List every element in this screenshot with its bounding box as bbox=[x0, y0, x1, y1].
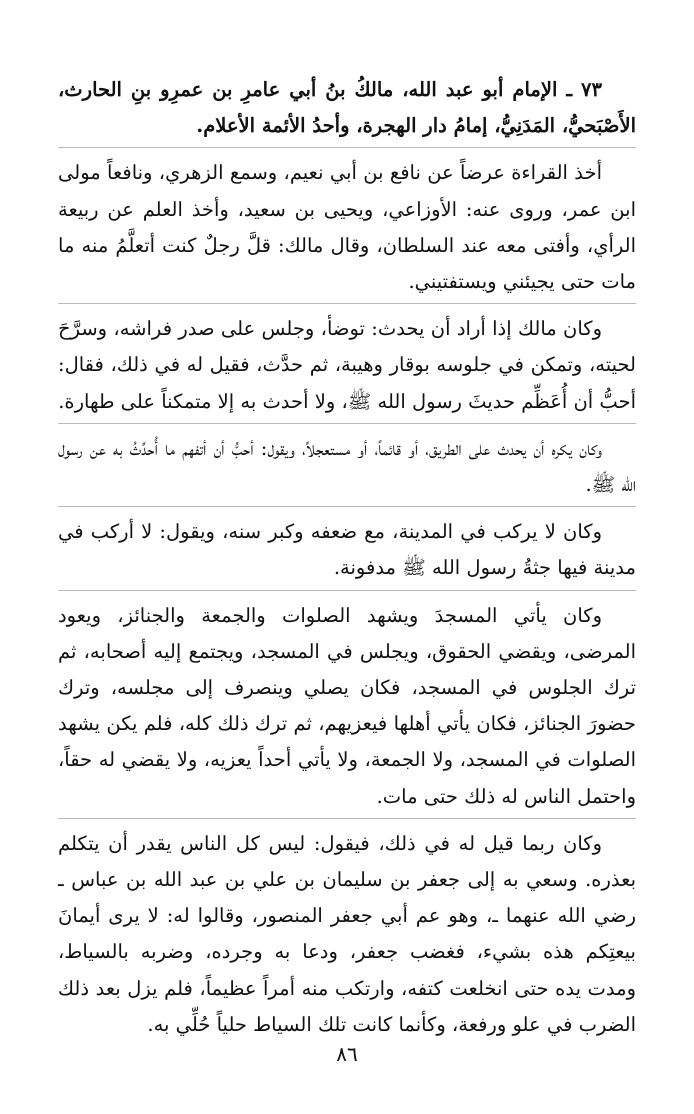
paragraph-hadith-etiquette: وكان مالك إذا أراد أن يحدث: توضأ، وجلس على صدر فراشه، وسرَّحَ لحيته، وتمكن في جلوسه بوقار وهيبة، ثم حدَّث، فقيل له في ذلك، فقال: أحبُّ أن أُعَظِّم حديثَ رسول الله ﷺ، ولا أحدث به إلا متمكناً على طهارة. bbox=[58, 317, 636, 413]
entry-title: الإمام أبو عبد الله، مالكُ بنُ أبي عامرِ بن عمرِو بنِ الحارث، الأَصْبَحيُّ، المَدَنِيُّ، إمامُ دار الهجرة، وأحدُ الأئمة الأعلام. bbox=[58, 78, 636, 138]
paragraph-teachers: أخذ القراءة عرضاً عن نافع بن أبي نعيم، وسمع الزهري، ونافعاً مولى ابن عمر، وروى عنه: الأوزاعي، ويحيى بن سعيد، وأخذ العلم عن ربيعة الرأي، وأفتى معه عند السلطان، وقال مالك: قلَّ رجلٌ كنت أتعلَّمُ منه ما مات حتى يجيئني ويستفتيني. bbox=[58, 161, 636, 294]
paragraph-no-riding: وكان لا يركب في المدينة، مع ضعفه وكبر سنه، ويقول: لا أركب في مدينة فيها جثةُ رسول الله ﷺ مدفونة. bbox=[58, 520, 636, 580]
divider bbox=[58, 303, 636, 304]
paragraph-mosque: وكان يأتي المسجدَ ويشهد الصلوات والجمعة والجنائز، ويعود المرضى، ويقضي الحقوق، ويجلس في المسجد، ويجتمع إليه أصحابه، ثم ترك الجلوس في المسجد، فكان يصلي وينصرف إلى مجلسه، وترك حضورَ الجنائز، فكان يأتي أهلها فيعزيهم، ثم ترك ذلك كله، فلم يكن يشهد الصلوات في المسجد، ولا الجمعة، ولا يأتي أحداً يعزيه، ولا يقضي له حقاً، واحتمل الناس له ذلك حتى مات. bbox=[58, 603, 636, 808]
divider bbox=[58, 506, 636, 507]
divider bbox=[58, 590, 636, 591]
paragraph-trial: وكان ربما قيل له في ذلك، فيقول: ليس كل الناس يقدر أن يتكلم بعذره. وسعي به إلى جعفر بن سليمان بن علي بن عبد الله بن عباس ـ رضي الله عنهما ـ، وهو عم أبي جعفر المنصور، وقالوا له: لا يرى أيمانَ بيعتِكم هذه بشيء، فغضب جعفر، ودعا به وجرده، وضربه بالسياط، ومدت يده حتى انخلعت كتفه، وارتكب منه أمراً عظيماً، فلم يزل بعد ذلك الضرب في علو ورفعة، وكأنما كانت تلك السياط حلياً حُلِّي به. bbox=[58, 831, 636, 1036]
page-number: ٨٦ bbox=[336, 1042, 358, 1066]
divider bbox=[58, 147, 636, 148]
divider bbox=[58, 423, 636, 424]
divider bbox=[58, 818, 636, 819]
paragraph-no-hurry: وكان يكره أن يحدث على الطريق، أو قائماً، أو مستعجلاً، ويقول: أحبُّ أن أتفهم ما أُحدِّثُ به عن رسول الله ﷺ. bbox=[58, 436, 636, 497]
page-content bbox=[58, 72, 636, 1043]
entry-number: ٧٣ ـ bbox=[566, 78, 602, 101]
entry-heading bbox=[58, 72, 636, 144]
